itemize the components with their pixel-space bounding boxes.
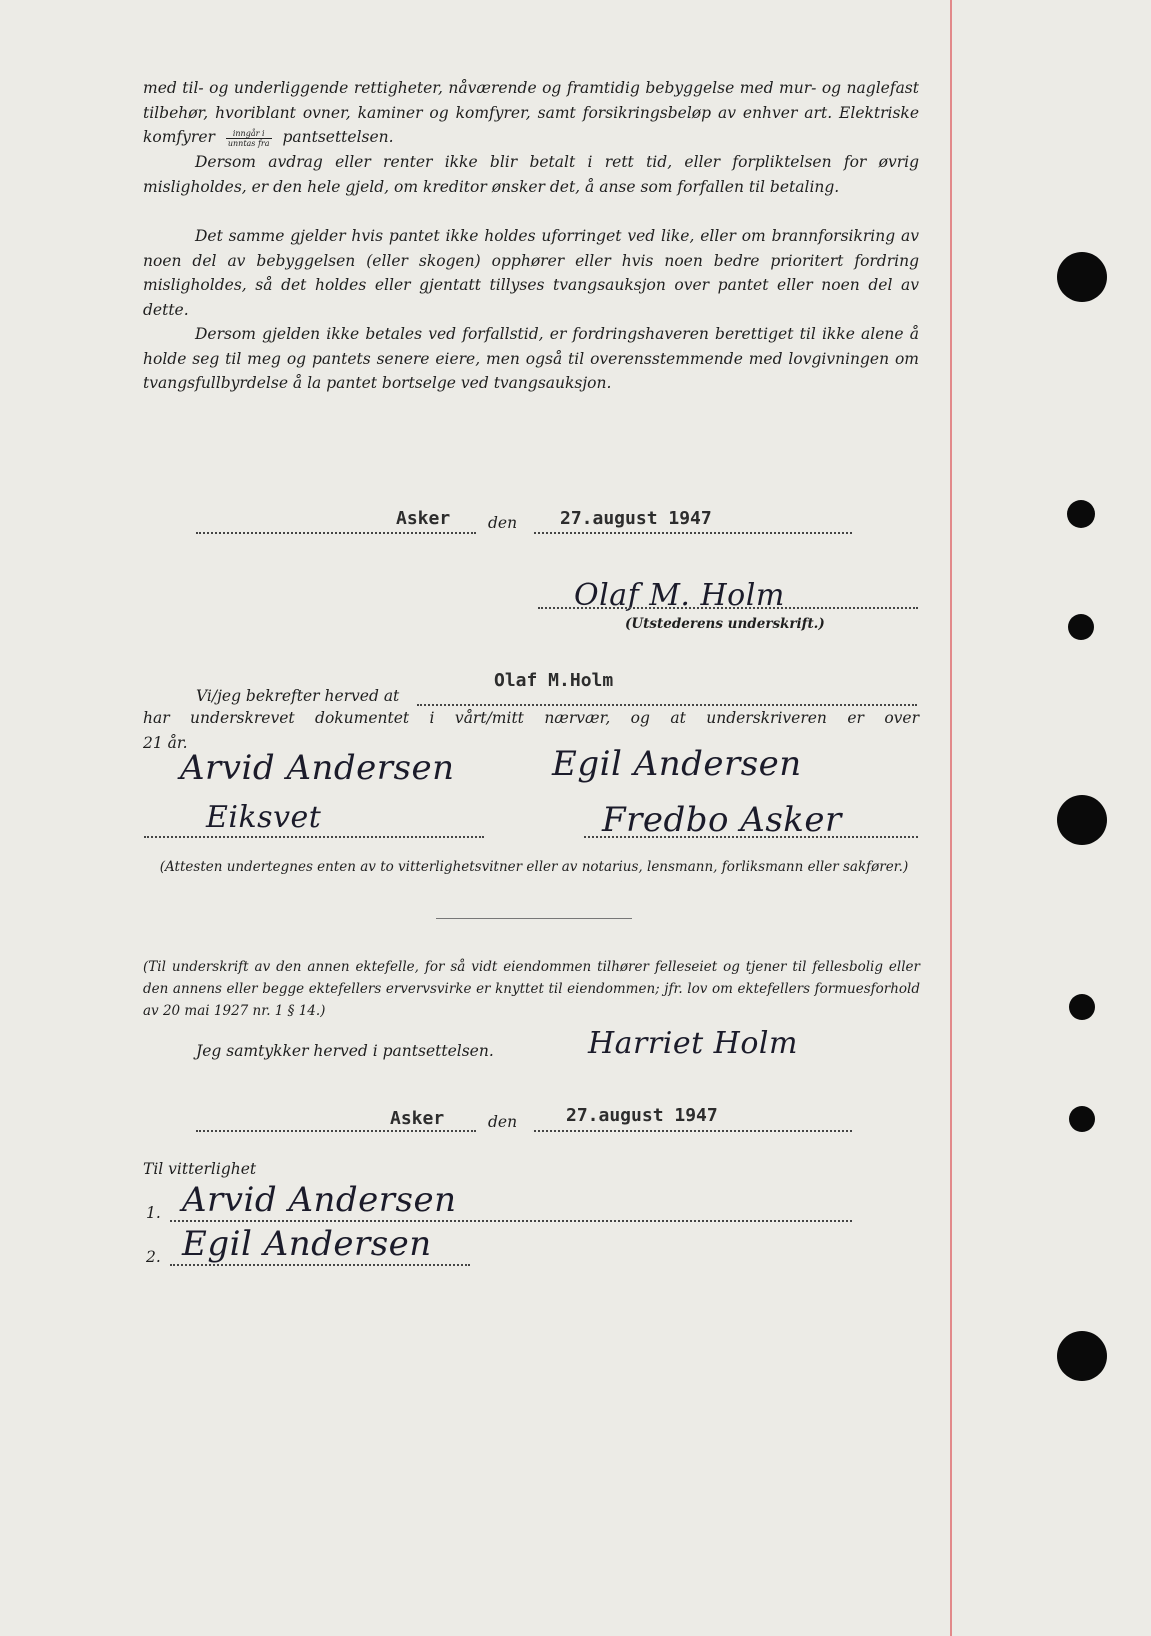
section-rule xyxy=(436,918,632,919)
included-excluded-fraction xyxy=(226,129,272,148)
binder-hole xyxy=(1067,500,1095,528)
witness2-signature: Egil Andersen xyxy=(552,744,802,784)
place2-dotted-line xyxy=(196,1130,476,1132)
witness2-line xyxy=(584,836,918,838)
binder-hole xyxy=(1057,1331,1107,1381)
spouse-consent: Jeg samtykker herved i pantsettelsen. xyxy=(196,1042,494,1060)
clause-default-text: Dersom avdrag eller renter ikke blir betalt i rett tid, eller forpliktelsen for øvrig misligholdes, er den hele gjeld, om kreditor ønsker det, å anse som forfallen til betaling. xyxy=(143,153,919,196)
den2-label: den xyxy=(488,1113,518,1131)
witness-number-1: 1. xyxy=(146,1204,161,1222)
binder-hole xyxy=(1069,1106,1095,1132)
spouse-note: (Til underskrift av den annen ektefelle, for så vidt eiendommen tilhører felleseiet og tjener til fellesbolig eller den annens eller begge ektefellers ervervsvirke er knyttet til eiendommen; jfr. lov om ektefellers formuesforhold av 20 mai 1927 nr. 1 § 14.) xyxy=(143,959,920,1019)
date2-value: 27.august 1947 xyxy=(566,1105,718,1126)
place-dotted-line xyxy=(196,532,476,534)
binder-hole xyxy=(1069,994,1095,1020)
place2-value: Asker xyxy=(390,1108,445,1129)
binder-hole xyxy=(1068,614,1094,640)
witness1-signature: Arvid Andersen xyxy=(180,748,455,788)
attest-line3: 21 år. xyxy=(143,734,188,752)
den-label: den xyxy=(488,514,518,532)
clause-default xyxy=(143,150,919,199)
attest-intro: Vi/jeg bekrefter herved at xyxy=(196,687,400,705)
attest-note: (Attesten undertegnes enten av to vitterlighetsvitner eller av notarius, lensmann, forliksmann eller sakfører.) xyxy=(159,859,909,875)
fraction-bottom: unntas fra xyxy=(227,138,270,148)
clause-enforcement-text: Dersom gjelden ikke betales ved forfallstid, er fordringshaveren berettiget til ikke alene å holde seg til meg og pantets senere eiere, men også til overensstemmende med lovgivningen om tvangsfullbyrdelse å la pantet bortselge ved tvangsauksjon. xyxy=(143,325,919,392)
fraction-top: inngår i xyxy=(226,129,272,139)
clause-maintenance-text: Det samme gjelder hvis pantet ikke holdes uforringet ved like, eller om brannforsikring av noen del av bebyggelsen (eller skogen) opphører eller hvis noen bedre prioritert fordring misligholdes, så det holdes eller gjentatt tillyses tvangsauksjon over pantet eller noen del av dette. xyxy=(143,227,919,319)
clause-enforcement xyxy=(143,322,919,396)
attest-line2: har underskrevet dokumentet i vårt/mitt nærvær, og at underskriveren er over xyxy=(143,709,919,727)
date2-dotted-line xyxy=(534,1130,852,1132)
witness-line-1 xyxy=(170,1220,852,1222)
clause-property xyxy=(143,76,919,150)
witness1-line xyxy=(144,836,484,838)
witness-line-2 xyxy=(170,1264,470,1266)
attest-name: Olaf M.Holm xyxy=(494,670,614,691)
place-value: Asker xyxy=(396,508,451,529)
date-value: 27.august 1947 xyxy=(560,508,712,529)
date-dotted-line xyxy=(534,532,852,534)
binder-hole xyxy=(1057,252,1107,302)
witness2-address: Fredbo Asker xyxy=(602,800,842,840)
attest-name-line xyxy=(417,704,917,706)
clause-property-text: med til- og underliggende rettigheter, nåværende og framtidig bebyggelse med mur- og naglefast tilbehør, hvoriblant ovner, kaminer og komfyrer, samt forsikringsbeløp av enhver art. Elektriske komfyrer xyxy=(143,79,919,146)
issuer-signature-caption: (Utstederens underskrift.) xyxy=(625,616,825,632)
witness1-address: Eiksvet xyxy=(206,800,322,835)
clause-maintenance xyxy=(143,224,919,322)
issuer-signature: Olaf M. Holm xyxy=(574,578,785,613)
witness-signature-1: Arvid Andersen xyxy=(182,1180,457,1220)
spouse-signature: Harriet Holm xyxy=(588,1026,798,1061)
binder-hole xyxy=(1057,795,1107,845)
issuer-signature-line xyxy=(538,607,918,609)
witness-heading: Til vitterlighet xyxy=(143,1160,257,1178)
margin-line xyxy=(950,0,952,1636)
witness-number-2: 2. xyxy=(146,1248,161,1266)
clause-property-end: pantsettelsen. xyxy=(282,128,394,146)
witness-signature-2: Egil Andersen xyxy=(182,1224,432,1264)
